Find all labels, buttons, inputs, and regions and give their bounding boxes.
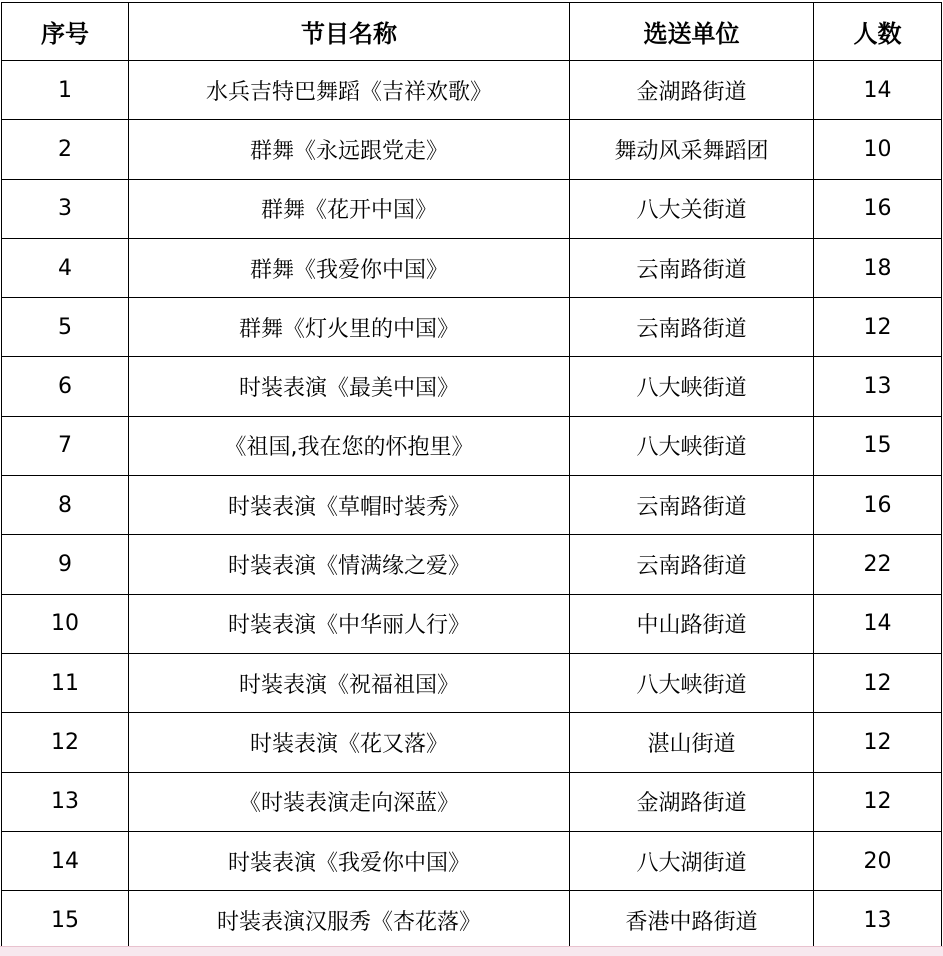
- table-row: [2, 61, 942, 120]
- cell-unit: 云南路街道: [570, 298, 814, 357]
- table-body: [2, 61, 942, 950]
- cell-index: 11: [2, 653, 129, 712]
- cell-program-name: 时装表演《最美中国》: [129, 357, 570, 416]
- table-row: [2, 179, 942, 238]
- cell-unit: 金湖路街道: [570, 772, 814, 831]
- cell-program-name: 时装表演《草帽时装秀》: [129, 476, 570, 535]
- cell-program-name: 时装表演《中华丽人行》: [129, 594, 570, 653]
- table-row: [2, 238, 942, 297]
- cell-count: 18: [814, 238, 942, 297]
- cell-unit: 湛山街道: [570, 713, 814, 772]
- cell-count: 22: [814, 535, 942, 594]
- cell-count: 10: [814, 120, 942, 179]
- cell-unit: 中山路街道: [570, 594, 814, 653]
- cell-program-name: 《祖国,我在您的怀抱里》: [129, 416, 570, 475]
- cell-unit: 金湖路街道: [570, 61, 814, 120]
- cell-index: 1: [2, 61, 129, 120]
- table-row: [2, 653, 942, 712]
- cell-index: 5: [2, 298, 129, 357]
- header-row: [2, 3, 942, 61]
- table-row: [2, 357, 942, 416]
- table-header: [2, 3, 942, 61]
- cell-count: 16: [814, 179, 942, 238]
- cell-count: 13: [814, 357, 942, 416]
- table-row: [2, 594, 942, 653]
- cell-index: 8: [2, 476, 129, 535]
- cell-index: 7: [2, 416, 129, 475]
- cell-program-name: 群舞《花开中国》: [129, 179, 570, 238]
- cell-index: 6: [2, 357, 129, 416]
- cell-index: 4: [2, 238, 129, 297]
- cell-unit: 八大关街道: [570, 179, 814, 238]
- header-unit: 选送单位: [570, 3, 814, 61]
- cell-count: 12: [814, 653, 942, 712]
- cell-count: 20: [814, 831, 942, 890]
- cell-unit: 香港中路街道: [570, 891, 814, 950]
- cell-unit: 云南路街道: [570, 535, 814, 594]
- cell-program-name: 《时装表演走向深蓝》: [129, 772, 570, 831]
- cell-count: 15: [814, 416, 942, 475]
- table-row: [2, 298, 942, 357]
- cell-program-name: 时装表演《情满缘之爱》: [129, 535, 570, 594]
- cell-unit: 舞动风采舞蹈团: [570, 120, 814, 179]
- cell-count: 14: [814, 61, 942, 120]
- table-row: [2, 713, 942, 772]
- cell-unit: 八大峡街道: [570, 357, 814, 416]
- table-row: [2, 120, 942, 179]
- cell-count: 14: [814, 594, 942, 653]
- header-count: 人数: [814, 3, 942, 61]
- cell-program-name: 时装表演汉服秀《杏花落》: [129, 891, 570, 950]
- header-index: 序号: [2, 3, 129, 61]
- cell-count: 12: [814, 298, 942, 357]
- cell-index: 2: [2, 120, 129, 179]
- cell-unit: 八大峡街道: [570, 416, 814, 475]
- cell-index: 14: [2, 831, 129, 890]
- table-row: [2, 535, 942, 594]
- cell-unit: 八大峡街道: [570, 653, 814, 712]
- cell-program-name: 时装表演《祝福祖国》: [129, 653, 570, 712]
- table-row: [2, 772, 942, 831]
- cell-index: 3: [2, 179, 129, 238]
- table-row: [2, 831, 942, 890]
- cell-program-name: 群舞《永远跟党走》: [129, 120, 570, 179]
- table-row: [2, 476, 942, 535]
- cell-program-name: 群舞《我爱你中国》: [129, 238, 570, 297]
- cell-count: 12: [814, 772, 942, 831]
- cell-index: 15: [2, 891, 129, 950]
- cell-program-name: 群舞《灯火里的中国》: [129, 298, 570, 357]
- cell-index: 12: [2, 713, 129, 772]
- table-row: [2, 416, 942, 475]
- program-table: [1, 2, 942, 950]
- cell-unit: 云南路街道: [570, 238, 814, 297]
- cell-unit: 八大湖街道: [570, 831, 814, 890]
- cell-count: 13: [814, 891, 942, 950]
- cell-count: 16: [814, 476, 942, 535]
- cell-program-name: 时装表演《花又落》: [129, 713, 570, 772]
- table-row: [2, 891, 942, 950]
- cell-count: 12: [814, 713, 942, 772]
- cell-index: 13: [2, 772, 129, 831]
- cell-index: 10: [2, 594, 129, 653]
- cell-program-name: 水兵吉特巴舞蹈《吉祥欢歌》: [129, 61, 570, 120]
- cell-unit: 云南路街道: [570, 476, 814, 535]
- cell-index: 9: [2, 535, 129, 594]
- header-program-name: 节目名称: [129, 3, 570, 61]
- cell-program-name: 时装表演《我爱你中国》: [129, 831, 570, 890]
